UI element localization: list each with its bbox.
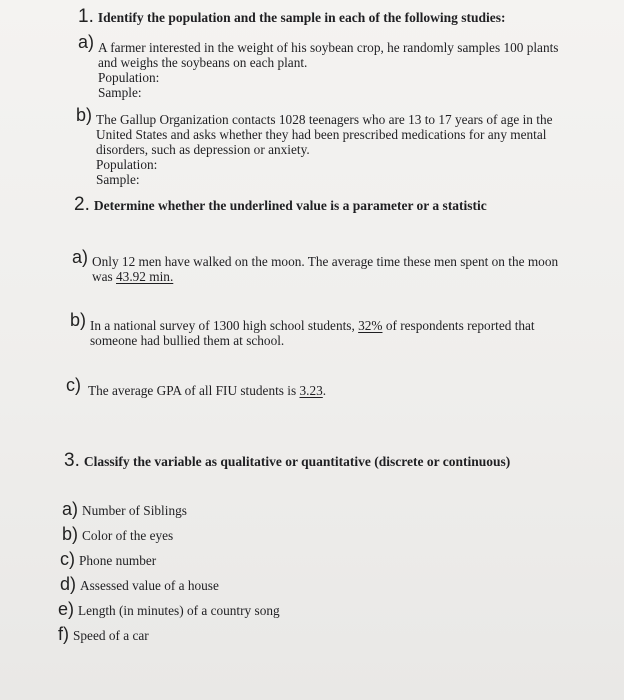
- q1b-line2: United States and asks whether they had been prescribed medications for any mental: [96, 127, 547, 142]
- q3-item-letter: f): [58, 624, 69, 644]
- q2a-line2: [92, 269, 558, 284]
- q3-item-letter: e): [58, 599, 75, 619]
- q3-heading: [64, 450, 510, 472]
- q2b-line1-suffix: of respondents reported that: [382, 318, 535, 333]
- q1b-line3: disorders, such as depression or anxiety.: [96, 142, 310, 157]
- q3-item-letter: c): [60, 549, 75, 569]
- q1-heading: [78, 6, 506, 28]
- q1a-line2: and weighs the soybeans on each plant.: [98, 55, 308, 70]
- q3-item-text: Number of Siblings: [82, 503, 187, 518]
- q1a-line1: A farmer interested in the weight of his soybean crop, he randomly samples 100 plants: [98, 40, 559, 55]
- q2a-letter: a): [72, 247, 89, 267]
- q2b-line1-prefix: In a national survey of 1300 high school students,: [90, 318, 359, 333]
- q3-title: Classify the variable as qualitative or quantitative (discrete or continuous): [83, 454, 511, 469]
- q1a-text: [98, 40, 558, 100]
- q3-item-text: Phone number: [79, 553, 157, 568]
- q1b-letter: b): [76, 105, 93, 125]
- q3-item-letter: d): [60, 574, 77, 594]
- q2b-letter: b): [70, 310, 87, 330]
- q3-item-letter: b): [62, 524, 79, 544]
- q2a-text: [92, 254, 558, 284]
- q3-item-letter: a): [62, 499, 79, 519]
- q2-title: Determine whether the underlined value is a parameter or a statistic: [93, 198, 487, 213]
- q1b-line1: The Gallup Organization contacts 1028 teenagers who are 13 to 17 years of age in the: [96, 112, 553, 127]
- q2b-text: [90, 318, 535, 348]
- q1-title: Identify the population and the sample in each of the following studies:: [97, 10, 506, 25]
- q3-item-text: Length (in minutes) of a country song: [78, 603, 280, 618]
- q3-item-a: [62, 499, 187, 520]
- q1-number: 1.: [78, 6, 94, 27]
- q2b-underlined-value: 32%: [358, 318, 383, 333]
- q3-item-f: [58, 624, 149, 645]
- q3-item-e: [58, 599, 280, 620]
- q3-item-b: [62, 524, 173, 545]
- q2c-text: [88, 383, 326, 398]
- q1b-sample-label: Sample:: [96, 172, 140, 187]
- q3-number: 3.: [64, 450, 80, 471]
- q2a-underlined-value: 43.92 min.: [116, 269, 174, 284]
- q2a-line2-prefix: was: [92, 269, 117, 284]
- q3-item-d: [60, 574, 219, 595]
- q2c-prefix: The average GPA of all FIU students is: [88, 383, 300, 398]
- q3-item-text: Color of the eyes: [82, 528, 174, 543]
- q3-item-text: Speed of a car: [73, 628, 149, 643]
- q1b-population-label: Population:: [96, 157, 158, 172]
- q1a-population-label: Population:: [98, 70, 160, 85]
- q2-number: 2.: [74, 194, 90, 215]
- q3-item-c: [60, 549, 156, 570]
- q1a-sample-label: Sample:: [98, 85, 142, 100]
- q3-item-text: Assessed value of a house: [80, 578, 219, 593]
- q2c-suffix: .: [322, 383, 327, 398]
- q2b-line1: [90, 318, 535, 333]
- q1a-letter: a): [78, 32, 95, 52]
- q2c-underlined-value: 3.23: [299, 383, 323, 398]
- q2c-letter: c): [66, 375, 81, 395]
- q2-heading: [74, 194, 487, 216]
- q2a-line1: Only 12 men have walked on the moon. The average time these men spent on the moon: [92, 254, 559, 269]
- q2b-line2: someone had bullied them at school.: [90, 333, 285, 348]
- q1b-text: [96, 112, 553, 187]
